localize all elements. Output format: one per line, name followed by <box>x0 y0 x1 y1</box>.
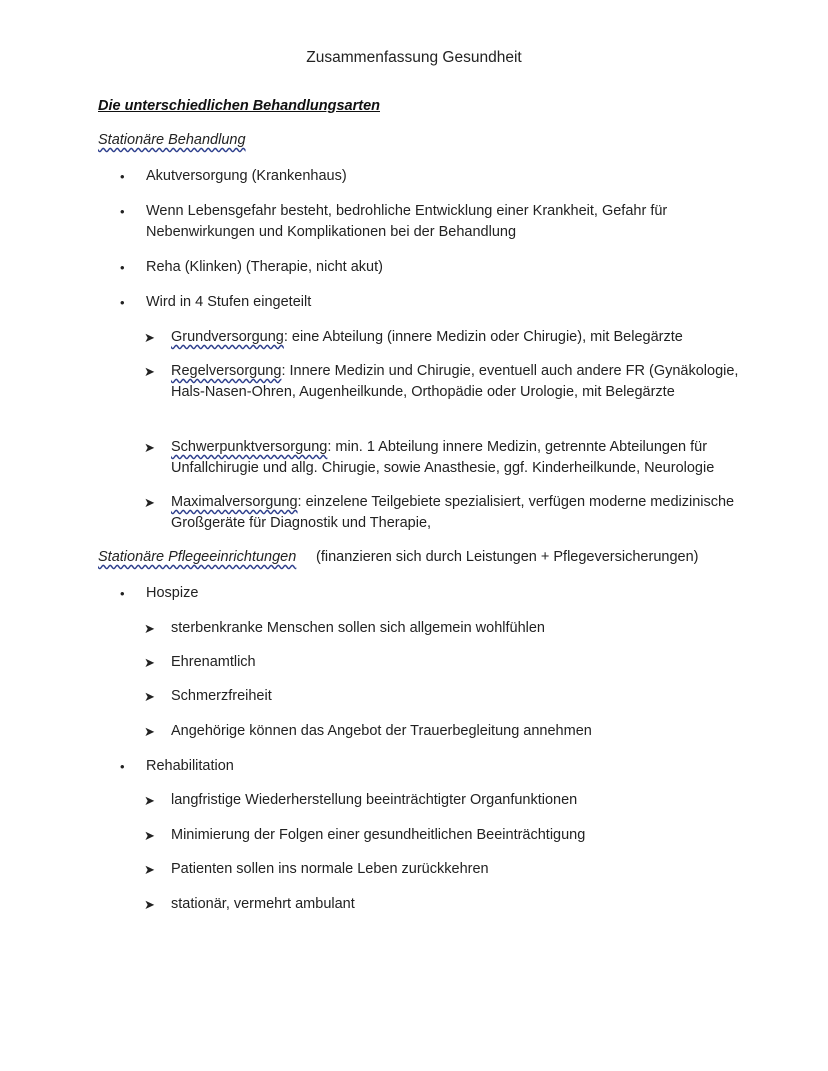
arrow-icon: ➤ <box>144 655 155 670</box>
arrow-icon: ➤ <box>144 724 155 739</box>
arrow-icon: ➤ <box>144 440 155 455</box>
list-item <box>120 201 736 243</box>
sub-list-item-text: : einzelene Teilgebiete spezialisiert, verfügen moderne medizinische Großgeräte für Diagnostik und Therapie, <box>171 494 735 531</box>
arrow-icon: ➤ <box>144 862 155 877</box>
list-item <box>120 583 736 604</box>
term-schwerpunktversorgung: Schwerpunktversorgung <box>171 439 328 455</box>
sub-list-item-text: Schmerzfreiheit <box>171 688 272 704</box>
bullet-icon: • <box>120 260 125 275</box>
list-item-text: Hospize <box>146 585 199 601</box>
arrow-icon: ➤ <box>144 364 155 379</box>
sub-list-item-text: langfristige Wiederherstellung beeinträchtigter Organfunktionen <box>171 792 578 808</box>
bullet-icon: • <box>120 586 125 601</box>
sub-list-item <box>144 894 741 915</box>
bullet-icon: • <box>120 204 125 219</box>
sub-list-item <box>144 652 741 673</box>
list-item <box>120 166 736 187</box>
list-item <box>120 292 736 313</box>
sub-list-item <box>144 686 741 707</box>
sub-list-item-text: Ehrenamtlich <box>171 654 256 670</box>
sub-list-item <box>144 437 741 479</box>
section-note: (finanzieren sich durch Leistungen + Pflegeversicherungen) <box>316 549 699 565</box>
sub-list-item-text: Minimierung der Folgen einer gesundheitlichen Beeinträchtigung <box>171 827 586 843</box>
sub-list-item <box>144 859 741 880</box>
sub-list-item-text: Angehörige können das Angebot der Trauerbegleitung annehmen <box>171 723 592 739</box>
sub-list-item <box>144 618 741 639</box>
arrow-icon: ➤ <box>144 828 155 843</box>
arrow-icon: ➤ <box>144 330 155 345</box>
main-heading: Die unterschiedlichen Behandlungsarten <box>98 98 380 114</box>
sub-list-item <box>144 492 741 534</box>
bullet-icon: • <box>120 169 125 184</box>
bullet-icon: • <box>120 759 125 774</box>
bullet-icon: • <box>120 295 125 310</box>
arrow-icon: ➤ <box>144 689 155 704</box>
sub-list-item-text: sterbenkranke Menschen sollen sich allgemein wohlfühlen <box>171 620 545 636</box>
section-title-pflegeeinrichtungen: Stationäre Pflegeeinrichtungen <box>98 549 297 565</box>
sub-list-item-text: : Innere Medizin und Chirugie, eventuell auch andere FR (Gynäkologie, Hals-Nasen-Ohren, Augenheilkunde, Orthopädie oder Urologie, mit Belegärzte <box>171 363 739 400</box>
sub-list-item-text: : eine Abteilung (innere Medizin oder Chirugie), mit Belegärzte <box>283 329 683 345</box>
term-regelversorgung: Regelversorgung <box>171 363 282 379</box>
list-item-text: Reha (Klinken) (Therapie, nicht akut) <box>146 259 383 275</box>
list-item-text: Akutversorgung (Krankenhaus) <box>146 168 347 184</box>
list-item <box>120 257 736 278</box>
arrow-icon: ➤ <box>144 495 155 510</box>
section-title-stationaere-behandlung: Stationäre Behandlung <box>98 132 246 148</box>
sub-list-item <box>144 327 741 348</box>
term-maximalversorgung: Maximalversorgung <box>171 494 298 510</box>
list-item-text: Rehabilitation <box>146 758 234 774</box>
list-item-text: Wird in 4 Stufen eingeteilt <box>146 294 312 310</box>
arrow-icon: ➤ <box>144 897 155 912</box>
term-grundversorgung: Grundversorgung <box>171 329 284 345</box>
arrow-icon: ➤ <box>144 621 155 636</box>
sub-list-item <box>144 361 741 403</box>
list-item <box>120 756 736 777</box>
sub-list-item <box>144 825 741 846</box>
sub-list-item-text: stationär, vermehrt ambulant <box>171 896 355 912</box>
sub-list-item <box>144 721 741 742</box>
list-item-text: Wenn Lebensgefahr besteht, bedrohliche Entwicklung einer Krankheit, Gefahr für Nebenwirkungen und Komplikationen bei der Behandlung <box>146 203 668 240</box>
sub-list-item <box>144 790 741 811</box>
sub-list-item-text: : min. 1 Abteilung innere Medizin, getrennte Abteilungen für Unfallchirugie und allg. Chirugie, sowie Anasthesie, ggf. Kinderheilkunde, Neurologie <box>171 439 715 476</box>
document-title: Zusammenfassung Gesundheit <box>306 49 522 66</box>
arrow-icon: ➤ <box>144 793 155 808</box>
sub-list-item-text: Patienten sollen ins normale Leben zurückkehren <box>171 861 489 877</box>
